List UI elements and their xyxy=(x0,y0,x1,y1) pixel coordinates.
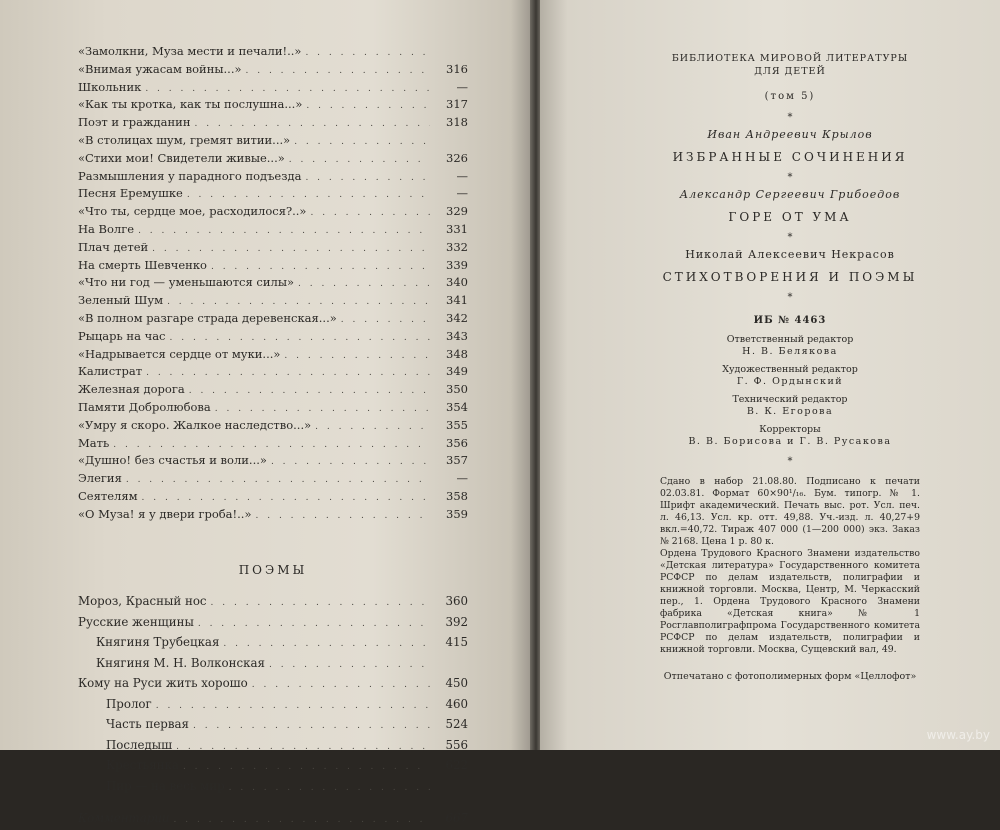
toc-entry-title: На Волге xyxy=(78,221,135,236)
leader-dots xyxy=(170,331,431,347)
leader-dots xyxy=(174,811,430,830)
toc-entry xyxy=(78,347,468,365)
toc-entry-title: «Что ты, сердце мое, расходилося?..» xyxy=(78,204,307,219)
toc-entry-page: 556 xyxy=(445,737,468,752)
toc-entry xyxy=(78,756,468,777)
colophon xyxy=(660,52,920,684)
toc-entry-title: Рыцарь на час xyxy=(78,328,166,343)
toc-entry-title: Княгиня М. Н. Волконская xyxy=(96,655,265,670)
toc-entry-page: 329 xyxy=(446,204,468,219)
toc-entry-page: 392 xyxy=(445,614,468,629)
toc-entry-page: 317 xyxy=(446,97,468,112)
leader-dots xyxy=(142,491,430,507)
imprint-print-details: Сдано в набор 21.08.80. Подписано к печати 02.03.81. Формат 60×90¹/₁₆. Бум. типогр. № 1. Шрифт академический. Печать выс. рот. Усл. печ. л. 46,13. Усл. кр. отт. 49,88. Уч.-изд. л. 40,27+9 вкл.=40,72. Тираж 407 000 (1—200 000) экз. Заказ № 2168. Цена 1 р. 80 к. xyxy=(660,476,920,547)
toc-entry-title: Последыш xyxy=(106,737,173,752)
author-griboedov: Александр Сергеевич Грибоедов xyxy=(679,188,901,201)
table-of-contents xyxy=(78,44,468,830)
toc-entry-page: 343 xyxy=(446,328,468,343)
toc-entry xyxy=(78,364,468,382)
toc-entry-page: 622 xyxy=(445,758,468,773)
toc-entry-title: «Как ты кротка, как ты послушна...» xyxy=(78,97,303,112)
toc-entry-title: Крестьянка xyxy=(106,758,179,773)
toc-entry-page: 331 xyxy=(446,221,468,236)
toc-entry xyxy=(78,329,468,347)
toc-entry-title: Сеятелям xyxy=(78,488,138,503)
toc-entry-title: «Внимая ужасам войны...» xyxy=(78,61,242,76)
toc-entry xyxy=(78,97,468,115)
credit-name-art-editor: Г. Ф. Ордынский xyxy=(736,376,844,387)
toc-entry-page: — xyxy=(456,186,468,201)
leader-dots xyxy=(189,384,430,400)
toc-entry-title: «В столицах шум, гремят витии...» xyxy=(78,132,291,147)
toc-entry-page: 667 xyxy=(445,811,468,826)
toc-entry xyxy=(78,133,468,151)
toc-entry xyxy=(78,507,468,525)
toc-entry xyxy=(78,674,468,695)
toc-entry xyxy=(78,736,468,757)
toc-entry-page: — xyxy=(456,168,468,183)
toc-entry xyxy=(78,613,468,634)
toc-entry xyxy=(78,258,468,276)
separator-star: * xyxy=(787,292,793,303)
toc-entry-page: 354 xyxy=(446,399,468,414)
toc-entry-page: 524 xyxy=(445,717,468,732)
toc-entry xyxy=(78,633,468,654)
toc-entry-title: Размышления у парадного подъезда xyxy=(78,168,302,183)
leader-dots xyxy=(284,349,430,365)
leader-dots xyxy=(198,615,430,634)
toc-entry-title: Часть первая xyxy=(106,717,189,732)
toc-entry-title: Калистрат xyxy=(78,364,143,379)
leader-dots xyxy=(138,224,430,240)
toc-entry-page: 342 xyxy=(446,310,468,325)
toc-entry xyxy=(78,777,468,798)
toc-entry xyxy=(78,44,468,62)
work-title-griboedov: ГОРЕ ОТ УМА xyxy=(728,210,852,224)
toc-entry xyxy=(78,453,468,471)
watermark: www.ay.by xyxy=(926,728,990,742)
toc-entry-page: 348 xyxy=(446,346,468,361)
leader-dots xyxy=(176,738,430,757)
toc-entry-page: 358 xyxy=(446,488,468,503)
toc-entry-title: Русские женщины xyxy=(78,614,194,629)
leader-dots xyxy=(146,366,430,382)
toc-entry-page: 355 xyxy=(446,417,468,432)
toc-entry xyxy=(78,311,468,329)
toc-entry-page: 450 xyxy=(445,676,468,691)
toc-entry-title: «Душно! без счастья и воли...» xyxy=(78,453,267,468)
leader-dots xyxy=(223,635,430,654)
toc-entry-title: Зеленый Шум xyxy=(78,293,164,308)
toc-entry xyxy=(78,436,468,454)
toc-entry xyxy=(78,80,468,98)
toc-entry xyxy=(78,186,468,204)
toc-entry-page: 356 xyxy=(446,435,468,450)
leader-dots xyxy=(289,153,430,169)
work-title-krylov: ИЗБРАННЫЕ СОЧИНЕНИЯ xyxy=(672,150,908,164)
leader-dots xyxy=(306,99,430,115)
toc-entry-page: 316 xyxy=(446,61,468,76)
toc-entry-page: 360 xyxy=(445,594,468,609)
toc-entry xyxy=(78,240,468,258)
leader-dots xyxy=(305,46,430,62)
toc-entry-title: «Надрывается сердце от муки...» xyxy=(78,346,281,361)
leader-dots xyxy=(152,242,430,258)
volume-number: (том 5) xyxy=(764,91,816,102)
leader-dots xyxy=(315,420,430,436)
leader-dots xyxy=(156,697,430,716)
leader-dots xyxy=(252,676,430,695)
toc-entry-page: 318 xyxy=(446,115,468,130)
toc-entry-page: 460 xyxy=(445,696,468,711)
separator-star: * xyxy=(787,232,793,243)
leader-dots xyxy=(294,135,430,151)
toc-entry-page: 340 xyxy=(446,275,468,290)
leader-dots xyxy=(167,295,430,311)
toc-entry-page: — xyxy=(456,471,468,486)
toc-entry xyxy=(78,592,468,613)
toc-entry-title: «Стихи мои! Свидетели живые...» xyxy=(78,150,285,165)
toc-entry-page: 332 xyxy=(446,239,468,254)
credit-role-proofreaders: Корректоры xyxy=(759,424,821,435)
toc-entry-page: 359 xyxy=(446,506,468,521)
toc-entry xyxy=(78,151,468,169)
poems-list xyxy=(78,592,468,830)
toc-entry xyxy=(78,169,468,187)
toc-entry-title: Железная дорога xyxy=(78,382,185,397)
credit-name-editor: Н. В. Белякова xyxy=(742,346,838,357)
leader-dots xyxy=(211,260,430,276)
credit-name-tech-editor: В. К. Егорова xyxy=(746,406,834,417)
leader-dots xyxy=(246,64,430,80)
toc-entry-title: Мать xyxy=(78,435,110,450)
toc-entry xyxy=(78,62,468,80)
toc-entry-page: 357 xyxy=(446,453,468,468)
leader-dots xyxy=(126,473,430,489)
credit-role-art-editor: Художественный редактор xyxy=(722,364,858,375)
printed-note: Отпечатано с фотополимерных форм «Целлофот» xyxy=(663,671,917,682)
library-series-line2: ДЛЯ ДЕТЕЙ xyxy=(754,66,826,77)
leader-dots xyxy=(183,758,430,777)
toc-entry-title: «Что ни год — уменьшаются силы» xyxy=(78,275,295,290)
author-krylov: Иван Андреевич Крылов xyxy=(707,128,873,141)
toc-entry-title: Школьник xyxy=(78,79,142,94)
toc-entry-title: Памяти Добролюбова xyxy=(78,399,211,414)
toc-entry xyxy=(78,400,468,418)
toc-entry-title: Княгиня Трубецкая xyxy=(96,635,220,650)
work-title-nekrasov: СТИХОТВОРЕНИЯ И ПОЭМЫ xyxy=(662,270,918,284)
toc-entry-title: «Замолкни, Муза мести и печали!..» xyxy=(78,44,302,58)
toc-entry xyxy=(78,715,468,736)
toc-entry xyxy=(78,222,468,240)
leader-dots xyxy=(341,313,430,329)
toc-entry-title: Плач детей xyxy=(78,239,149,254)
toc-entry xyxy=(78,471,468,489)
leader-dots xyxy=(269,656,430,675)
toc-entry-page: 415 xyxy=(445,635,468,650)
imprint-block xyxy=(660,476,920,656)
imprint-publisher: Ордена Трудового Красного Знамени издательство «Детская литература» Государственного комитета РСФСР по делам издательств, полиграфии и книжной торговли. Москва, Центр, М. Черкасский пер., 1. Ордена Трудового Красного Знамени фабрика «Детская книга» № 1 Росглавполиграфпрома Государственного комитета РСФСР по делам издательств, полиграфии и книжной торговли. Москва, Сущевский вал, 49. xyxy=(660,548,920,655)
leader-dots xyxy=(229,779,430,798)
section-heading-poems: ПОЭМЫ xyxy=(238,562,308,577)
toc-entry-page: 326 xyxy=(446,150,468,165)
toc-entry xyxy=(78,489,468,507)
toc-entry-page: 341 xyxy=(446,293,468,308)
library-series-line1: БИБЛИОТЕКА МИРОВОЙ ЛИТЕРАТУРЫ xyxy=(671,53,909,64)
toc-entry-page: 339 xyxy=(446,257,468,272)
leader-dots xyxy=(271,455,430,471)
toc-entry-commentary xyxy=(78,809,468,830)
leader-dots xyxy=(194,117,430,133)
toc-entry-title: Элегия xyxy=(78,471,122,486)
credit-name-proofreaders: В. В. Борисова и Г. В. Русакова xyxy=(688,436,892,447)
toc-entry-page: 350 xyxy=(446,382,468,397)
toc-entry xyxy=(78,115,468,133)
toc-entry xyxy=(78,293,468,311)
leader-dots xyxy=(305,171,430,187)
toc-entry xyxy=(78,695,468,716)
toc-entry-title: Кому на Руси жить хорошо xyxy=(78,676,248,691)
toc-entry-title: На смерть Шевченко xyxy=(78,257,207,272)
toc-entry-title: «Умру я скоро. Жалкое наследство...» xyxy=(78,417,312,432)
leader-dots xyxy=(215,402,430,418)
toc-entry xyxy=(78,418,468,436)
toc-entry-title: «В полном разгаре страда деревенская...» xyxy=(78,310,337,325)
leader-dots xyxy=(298,277,430,293)
toc-entry xyxy=(78,382,468,400)
toc-entry-title: Пир — на весь мир xyxy=(106,778,225,793)
leader-dots xyxy=(193,717,430,736)
separator-star: * xyxy=(787,112,793,123)
toc-entry xyxy=(78,275,468,293)
author-nekrasov: Николай Алексеевич Некрасов xyxy=(685,248,895,261)
leader-dots xyxy=(113,438,430,454)
toc-entry-title: Комментарии xyxy=(78,811,170,826)
toc-entry-title: Пролог xyxy=(106,696,152,711)
toc-entry-page: — xyxy=(456,79,468,94)
separator-star: * xyxy=(787,456,793,467)
leader-dots xyxy=(310,206,430,222)
toc-entry-title: Мороз, Красный нос xyxy=(78,594,207,609)
credit-role-tech-editor: Технический редактор xyxy=(732,394,848,405)
separator-star: * xyxy=(787,172,793,183)
leader-dots xyxy=(211,594,430,613)
toc-entry-title: «О Муза! я у двери гроба!..» xyxy=(78,506,252,521)
toc-entry-page: 349 xyxy=(446,364,468,379)
leader-dots xyxy=(256,509,431,525)
credit-role-editor: Ответственный редактор xyxy=(726,334,854,345)
toc-entry-title: Поэт и гражданин xyxy=(78,115,191,130)
leader-dots xyxy=(187,188,430,204)
toc-entry xyxy=(78,204,468,222)
leader-dots xyxy=(145,82,430,98)
toc-entry xyxy=(78,654,468,675)
toc-entry-title: Песня Еремушке xyxy=(78,186,183,201)
ib-number: ИБ № 4463 xyxy=(753,315,827,326)
